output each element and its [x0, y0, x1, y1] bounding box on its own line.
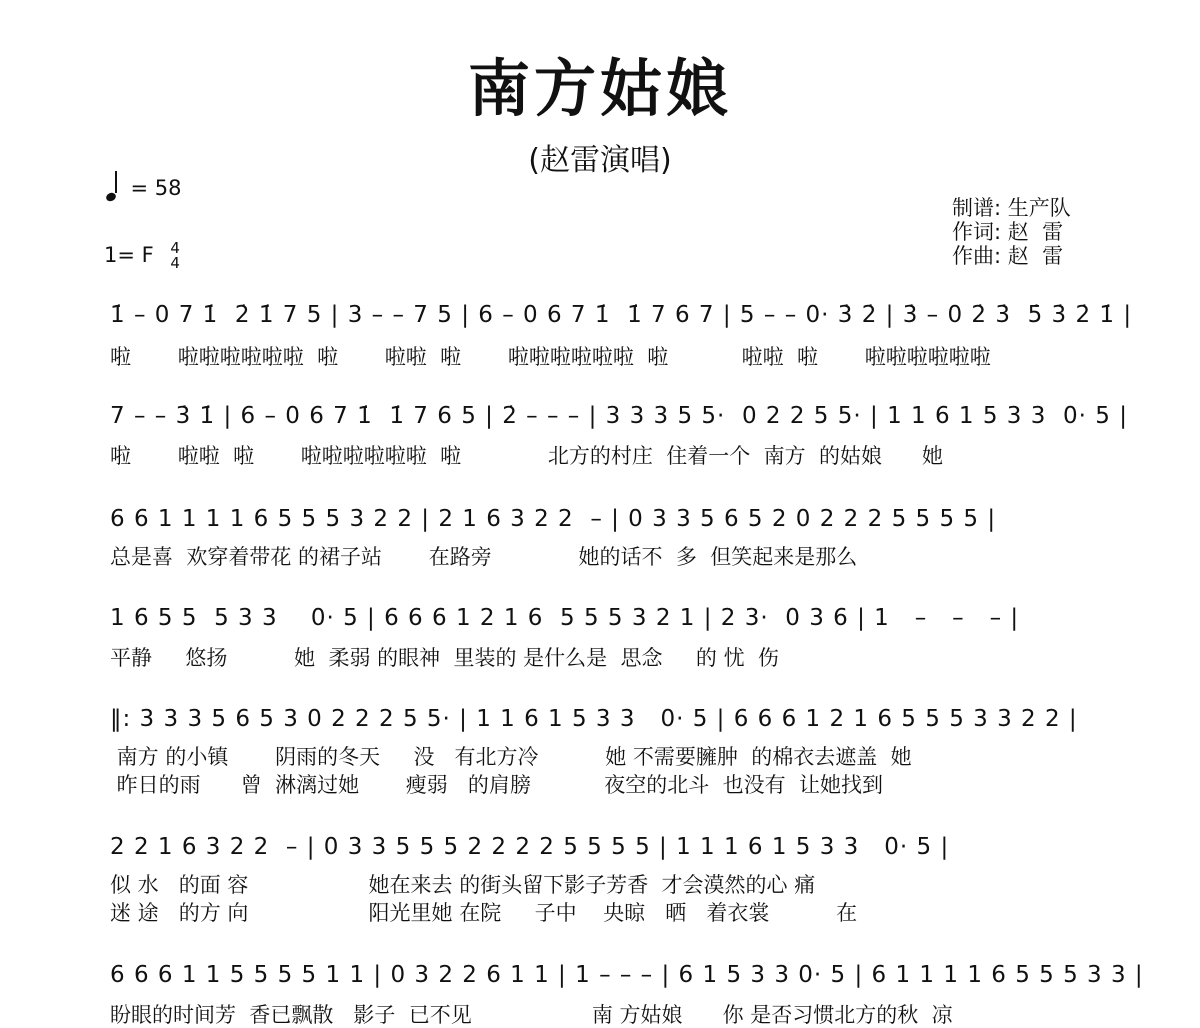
- lyric-line: 似 水 的面 容 她在来去 的街头留下影子芳香 才会漠然的心 痛: [110, 873, 816, 897]
- lyric-line: 总是喜 欢穿着带花 的裙子站 在路旁 她的话不 多 但笑起来是那么: [110, 545, 858, 569]
- notation-line: 7 – – 3̇ 1̇ | 6 – 0 6 7 1̇ 1̇ 7 6 5 | 2̇ – – – | 3 3 3 5 5· 0 2 2 5 5· | 1 1 6 1 5 3 3 0· 5 |: [110, 403, 1128, 429]
- credit-notation: 制谱: 生产队: [952, 196, 1071, 220]
- song-subtitle: (赵雷演唱): [528, 143, 672, 178]
- notation-line: 1̇ – 0 7 1̇ 2̇ 1̇ 7 5 | 3 – – 7 5 | 6 – 0 6 7 1̇ 1̇ 7 6 7 | 5 – – 0· 3̇ 2̇ | 3̇ – 0 2̇ 3̇ 5̇ 3̇ 2̇ 1̇ |: [110, 302, 1133, 328]
- credits-block: [952, 196, 1071, 268]
- credit-composer: 作曲: 赵 雷: [952, 244, 1064, 268]
- lyric-line-verse-2: 昨日的雨 曾 淋漓过她 瘦弱 的肩膀 夜空的北斗 也没有 让她找到: [110, 773, 883, 797]
- time-signature: [170, 241, 180, 271]
- key-label: 1= F: [104, 243, 154, 267]
- meter-bottom: 4: [170, 254, 180, 272]
- notation-line: 1 6 5 5 5 3 3 0· 5 | 6 6 6 1 2 1 6 5 5 5 3 2 1 | 2 3· 0 3 6 | 1 – – – |: [110, 605, 1020, 631]
- credit-lyricist: 作词: 赵 雷: [952, 220, 1064, 244]
- lyric-line-verse-2: 迷 途 的方 向 阳光里她 在院 子中 央晾 晒 着衣裳 在: [110, 901, 858, 925]
- lyric-line: 啦 啦啦啦啦啦啦 啦 啦啦 啦 啦啦啦啦啦啦 啦 啦啦 啦 啦啦啦啦啦啦: [110, 345, 991, 369]
- meter-top: 4: [170, 239, 180, 257]
- notation-line: 6 6 6 1 1 5 5 5 5 1 1 | 0 3 2 2 6 1 1 | 1 – – – | 6 1 5 3 3 0· 5 | 6 1 1 1 1 6 5 5 5 3 3 |: [110, 962, 1144, 988]
- lyric-line: 南方 的小镇 阴雨的冬天 没 有北方冷 她 不需要臃肿 的棉衣去遮盖 她: [110, 745, 912, 769]
- notation-line: 6 6 1 1 1 1 6 5 5 5 3 2 2 | 2 1 6 3 2 2 – | 0 3 3 5 6 5 2 0 2 2 2 5 5 5 5 |: [110, 506, 997, 532]
- lyric-line: 啦 啦啦 啦 啦啦啦啦啦啦 啦 北方的村庄 住着一个 南方 的姑娘 她: [110, 444, 944, 468]
- tempo-marking: [106, 170, 182, 206]
- key-signature: [104, 240, 180, 271]
- lyric-line: 盼眼的时间芳 香已飘散 影子 已不见 南 方姑娘 你 是否习惯北方的秋 凉: [110, 1003, 953, 1027]
- lyric-line: 平静 悠扬 她 柔弱 的眼神 里装的 是什么是 思念 的 忧 伤: [110, 646, 779, 670]
- notation-line: 2 2 1 6 3 2 2 – | 0 3 3 5 5 5 2 2 2 2 5 5 5 5 | 1 1 1 6 1 5 3 3 0· 5 |: [110, 834, 950, 860]
- song-title: 南方姑娘: [467, 52, 732, 125]
- tempo-value: = 58: [130, 176, 182, 200]
- notation-line: ‖: 3 3 3 5 6 5 3 0 2 2 2 5 5· | 1 1 6 1 5 3 3 0· 5 | 6 6 6 1 2 1 6 5 5 5 3 3 2 2 |: [110, 706, 1078, 732]
